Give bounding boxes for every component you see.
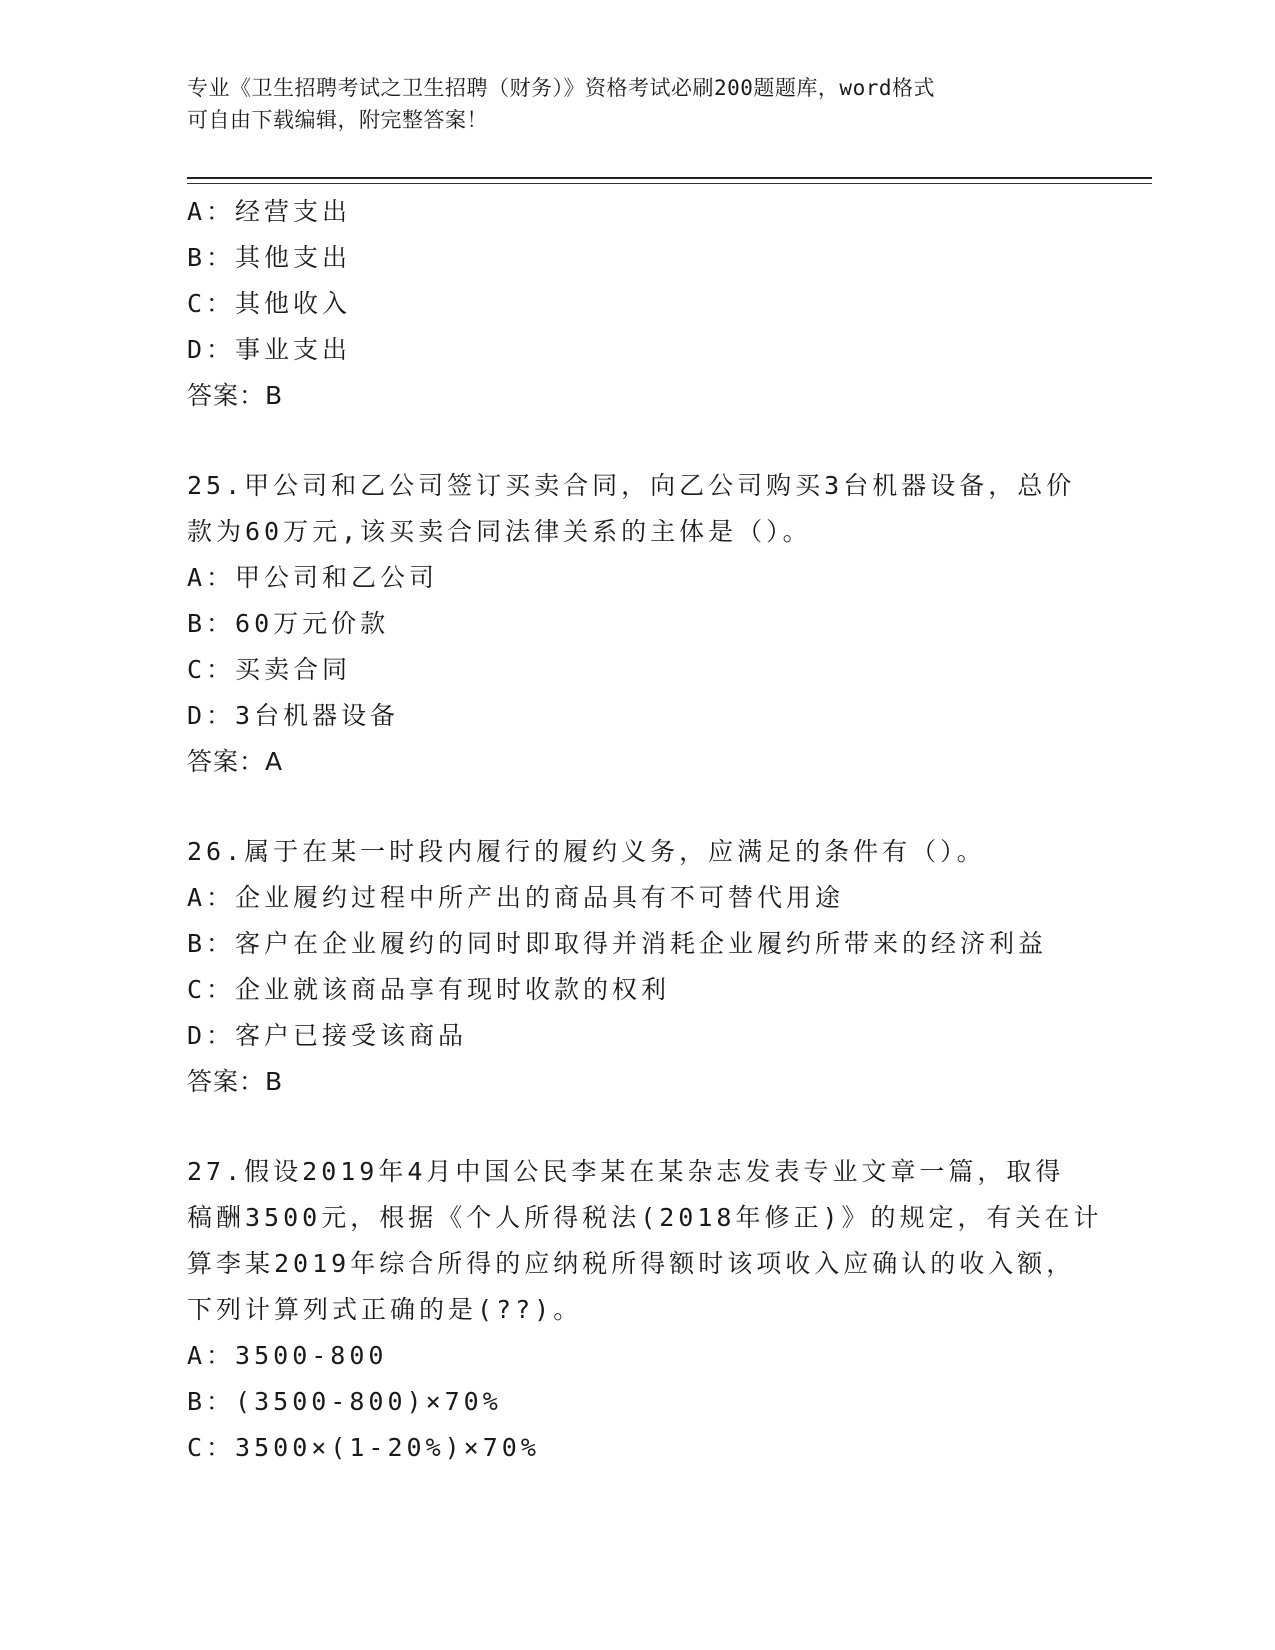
- document-body: [187, 189, 1107, 1471]
- answer: 答案：A: [187, 747, 284, 776]
- question-25: [187, 463, 1107, 785]
- header-line-1: 专业《卫生招聘考试之卫生招聘（财务）》资格考试必刷200题题库，word格式: [187, 76, 935, 100]
- spacer: [187, 785, 1107, 829]
- option-b: B：60万元价款: [187, 609, 390, 638]
- option-b: B：其他支出: [187, 243, 352, 272]
- spacer: [187, 1105, 1107, 1149]
- option-c: C：买卖合同: [187, 655, 352, 684]
- option-a: A：经营支出: [187, 197, 352, 226]
- option-c: C：其他收入: [187, 289, 352, 318]
- option-c: C：3500×(1-20%)×70%: [187, 1433, 540, 1462]
- question-text-line: 25.甲公司和乙公司签订买卖合同，向乙公司购买3台机器设备，总价: [187, 471, 1076, 500]
- question-text-line: 算李某2019年综合所得的应纳税所得额时该项收入应确认的收入额，: [187, 1249, 1076, 1278]
- answer: 答案：B: [187, 381, 284, 410]
- answer: 答案：B: [187, 1067, 284, 1096]
- spacer: [187, 419, 1107, 463]
- option-a: A：3500-800: [187, 1341, 388, 1370]
- question-text-line: 稿酬3500元，根据《个人所得税法(2018年修正)》的规定，有关在计: [187, 1203, 1103, 1232]
- option-c: C：企业就该商品享有现时收款的权利: [187, 975, 671, 1004]
- option-d: D：客户已接受该商品: [187, 1021, 468, 1050]
- option-b: B：(3500-800)×70%: [187, 1387, 502, 1416]
- question-24-tail: [187, 189, 1107, 419]
- option-a: A：企业履约过程中所产出的商品具有不可替代用途: [187, 883, 845, 912]
- option-a: A：甲公司和乙公司: [187, 563, 439, 592]
- header-divider-thin: [187, 183, 1152, 184]
- question-text-line: 下列计算列式正确的是(??)。: [187, 1295, 583, 1324]
- option-d: D：3台机器设备: [187, 701, 400, 730]
- question-text-line: 26.属于在某一时段内履行的履约义务，应满足的条件有（）。: [187, 837, 986, 866]
- question-26: [187, 829, 1107, 1105]
- header-line-2: 可自由下载编辑，附完整答案！: [187, 108, 488, 132]
- question-27: [187, 1149, 1107, 1471]
- header-divider-thick: [187, 177, 1152, 179]
- question-text-line: 27.假设2019年4月中国公民李某在某杂志发表专业文章一篇，取得: [187, 1157, 1065, 1186]
- option-d: D：事业支出: [187, 335, 352, 364]
- question-text-line: 款为60万元,该买卖合同法律关系的主体是（）。: [187, 517, 812, 546]
- document-header: [187, 72, 1087, 136]
- option-b: B：客户在企业履约的同时即取得并消耗企业履约所带来的经济利益: [187, 929, 1048, 958]
